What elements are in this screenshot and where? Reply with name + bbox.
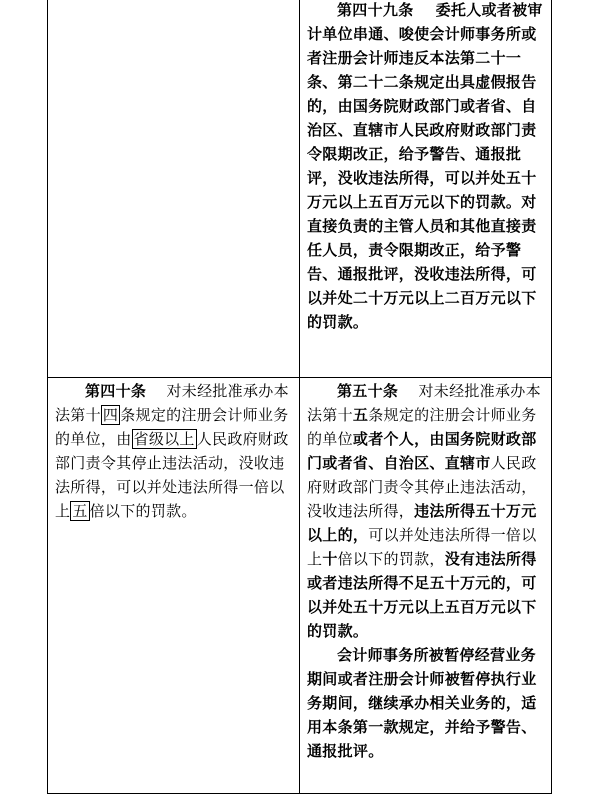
comparison-table [47, 0, 552, 794]
deleted-word-box-1: 四 [102, 406, 119, 424]
article-40-text-1: 对未经批准承办本法第十 [55, 382, 289, 424]
column-divider [299, 0, 300, 793]
article-49-cell [307, 0, 547, 334]
article-50-cell [307, 379, 547, 763]
article-49-text: 委托人或者被审计单位串通、唆使会计师事务所或者注册会计师违反本法第二十一条、第二十二条规定出具虚假报告的，由国务院财政部门或者省、自治区、直辖市人民政府财政部门责令限期改正，给予警告、通报批评，没收违法所得，可以并处五十万元以上五百万元以下的罚款。对直接负责的主管人员和其他直接责任人员，责令限期改正，给予警告、通报批评，没收违法所得，可以并处二十万元以上二百万元以下的罚款。 [307, 1, 543, 331]
article-49-number: 第四十九条 [337, 1, 414, 19]
article-50-text-3: 人民政府财政部门责令其停止违法活动，没收违法所得， [307, 454, 537, 520]
article-50-text-1: 对未经批准承办本法第十 [307, 382, 541, 424]
added-text-5: 没有违法所得或者违法所得不足五十万元的，可以并处五十万元以上五百万元以下的罚款。 [307, 550, 537, 640]
article-40-number: 第四十条 [85, 382, 147, 400]
added-text-2: 或者个人，由国务院财政部门或者省、自治区、直辖市 [307, 430, 537, 472]
article-50-number: 第五十条 [337, 382, 399, 400]
added-text-3: 违法所得五十万元以上的， [307, 502, 537, 544]
deleted-word-box-3: 五 [72, 502, 88, 520]
article-50-text-2: 条规定的注册会计师业务的单位 [307, 406, 537, 448]
added-text-4: 十 [322, 550, 338, 568]
deleted-word-box-2: 省级以上 [133, 430, 195, 448]
article-40-paragraph [55, 379, 293, 523]
article-50-paragraph-1 [307, 379, 547, 643]
added-text-1: 五 [352, 406, 369, 424]
article-50-text-5: 倍以下的罚款， [337, 550, 445, 568]
article-49-paragraph [307, 0, 547, 334]
row-divider [48, 377, 551, 378]
article-50-text-4: 可以并处违法所得一倍以上 [307, 526, 537, 568]
article-40-text-3: 人民政府财政部门责令其停止违法活动，没收违法所得，可以并处违法所得一倍以上 [55, 430, 289, 520]
article-40-text-4: 倍以下的罚款。 [89, 502, 197, 520]
article-50-paragraph-2: 会计师事务所被暂停经营业务期间或者注册会计师被暂停执行业务期间，继续承办相关业务的，适用本条第一款规定，并给予警告、通报批评。 [307, 646, 537, 760]
article-40-cell [55, 379, 293, 523]
article-40-text-2: 条规定的注册会计师业务的单位，由 [55, 406, 289, 448]
